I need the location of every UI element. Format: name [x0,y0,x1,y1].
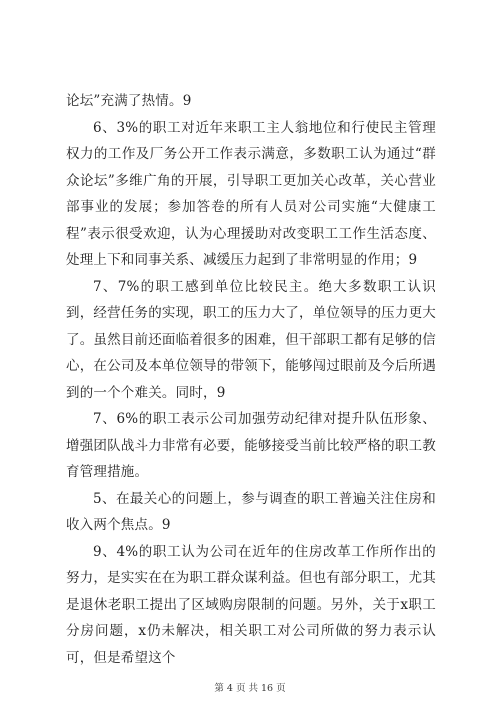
paragraph: 7、6%的职工表示公司加强劳动纪律对提升队伍形象、增强团队战斗力非常有必要，能够接受当前比较严格的职工教育管理措施。 [66,411,436,480]
paragraph: 7、7%的职工感到单位比较民主。绝大多数职工认识到，经营任务的实现，职工的压力大了，单位领导的压力更大了。虽然目前还面临着很多的困难，但干部职工都有足够的信心，在公司及本单位领导的带领下，能够闯过眼前及今后所遇到的一个个难关。同时，9 [66,278,436,401]
paragraph: 5、在最关心的问题上，参与调查的职工普遍关注住房和收入两个焦点。9 [66,490,436,533]
document-body [66,88,436,671]
paragraph: 论坛”充满了热情。9 [66,93,192,109]
page-footer: 第 4 页 共 16 页 [214,683,286,694]
paragraph: 9、4%的职工认为公司在近年的住房改革工作所作出的努力，是实实在在为职工群众谋利益。但也有部分职工，尤其是退休老职工提出了区域购房限制的问题。另外，关于x职工分房问题，x仍未解决，相关职工对公司所做的努力表示认可，但是希望这个 [66,543,436,666]
paragraph: 6、3%的职工对近年来职工主人翁地位和行使民主管理权力的工作及厂务公开工作表示满意，多数职工认为通过“群众论坛”多维广角的开展，引导职工更加关心改革，关心营业部事业的发展；参加答卷的所有人员对公司实施“大健康工程”表示很受欢迎，认为心理援助对改变职工工作生活态度、处理上下和同事关系、减缓压力起到了非常明显的作用；9 [66,119,436,268]
